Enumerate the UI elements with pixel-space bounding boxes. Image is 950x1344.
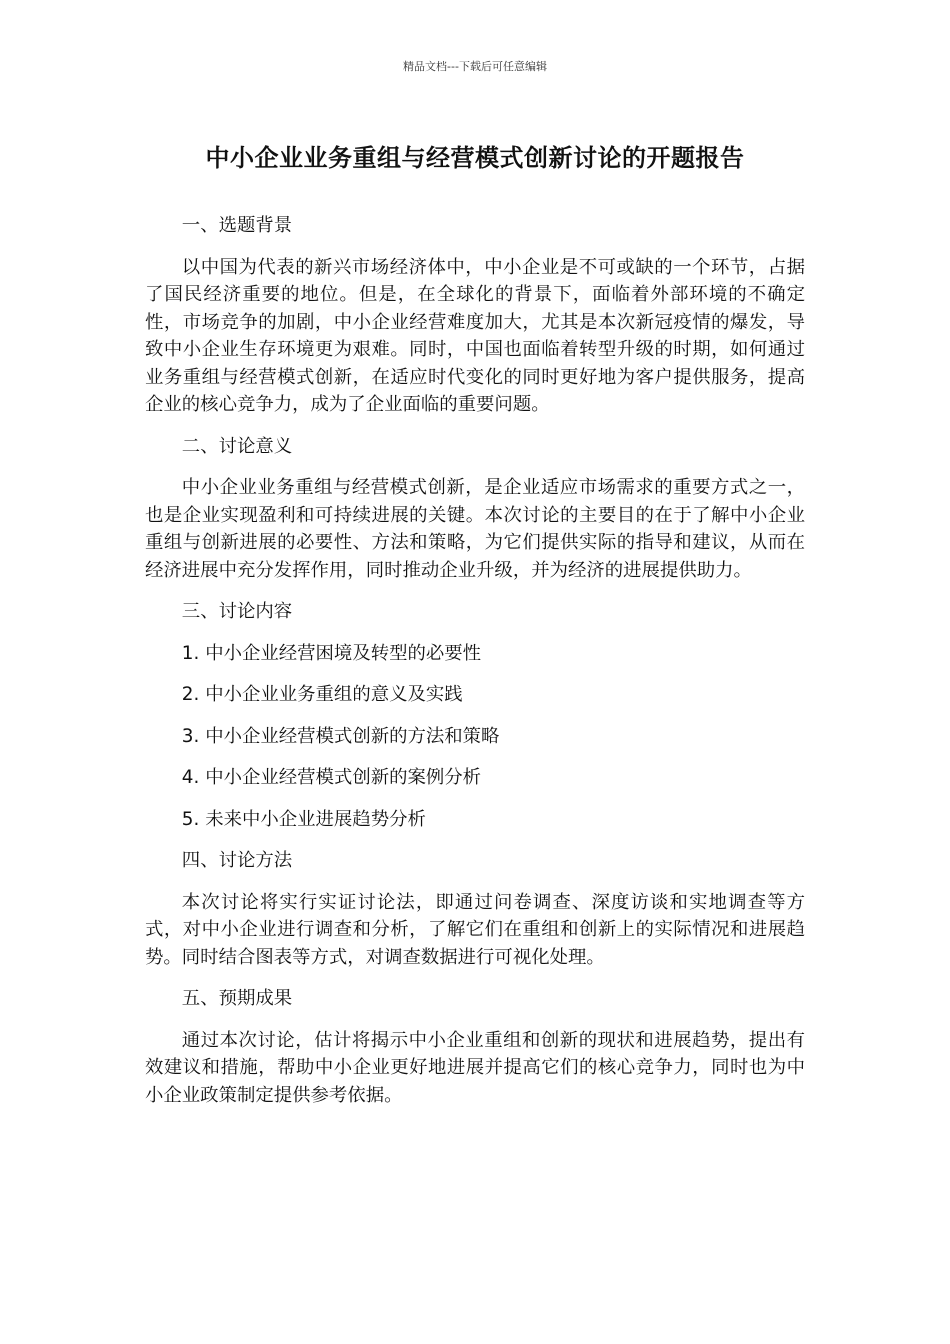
- document-body: [145, 212, 805, 1123]
- section-expected-results: [145, 985, 805, 1109]
- section-heading: 二、讨论意义: [181, 435, 293, 457]
- section-significance: [145, 433, 805, 585]
- section-paragraph: 本次讨论将实行实证讨论法，即通过问卷调查、深度访谈和实地调查等方式，对中小企业进行调查和分析，了解它们在重组和创新上的实际情况和进展趋势。同时结合图表等方式，对调查数据进行可视化处理。: [145, 891, 805, 968]
- list-item: 4. 中小企业经营模式创新的案例分析: [181, 767, 482, 788]
- page-header: 精品文档---下载后可任意编辑: [403, 60, 547, 73]
- section-paragraph: 以中国为代表的新兴市场经济体中，中小企业是不可或缺的一个环节，占据了国民经济重要的地位。但是，在全球化的背景下，面临着外部环境的不确定性，市场竞争的加剧，中小企业经营难度加大，尤其是本次新冠疫情的爆发，导致中小企业生存环境更为艰难。同时，中国也面临着转型升级的时期，如何通过业务重组与经营模式创新，在适应时代变化的同时更好地为客户提供服务，提高企业的核心竞争力，成为了企业面临的重要问题。: [145, 256, 805, 415]
- section-heading: 五、预期成果: [181, 988, 293, 1009]
- list-item: 2. 中小企业业务重组的意义及实践: [181, 684, 463, 705]
- section-heading: 三、讨论内容: [181, 601, 293, 622]
- list-item: 3. 中小企业经营模式创新的方法和策略: [181, 725, 500, 747]
- list-item: 5. 未来中小企业进展趋势分析: [181, 808, 426, 830]
- list-item: 1. 中小企业经营困境及转型的必要性: [181, 642, 482, 664]
- section-heading: 一、选题背景: [181, 215, 293, 236]
- section-method: [145, 847, 805, 971]
- document-title: 中小企业业务重组与经营模式创新讨论的开题报告: [205, 144, 745, 172]
- section-paragraph: 中小企业业务重组与经营模式创新，是企业适应市场需求的重要方式之一，也是企业实现盈利和可持续进展的关键。本次讨论的主要目的在于了解中小企业重组与创新进展的必要性、方法和策略，为它们提供实际的指导和建议，从而在经济进展中充分发挥作用，同时推动企业升级，并为经济的进展提供助力。: [145, 477, 805, 581]
- section-content: [145, 598, 805, 833]
- section-background: [145, 212, 805, 419]
- section-heading: 四、讨论方法: [181, 850, 293, 871]
- section-paragraph: 通过本次讨论，估计将揭示中小企业重组和创新的现状和进展趋势，提出有效建议和措施，帮助中小企业更好地进展并提高它们的核心竞争力，同时也为中小企业政策制定提供参考依据。: [145, 1029, 805, 1106]
